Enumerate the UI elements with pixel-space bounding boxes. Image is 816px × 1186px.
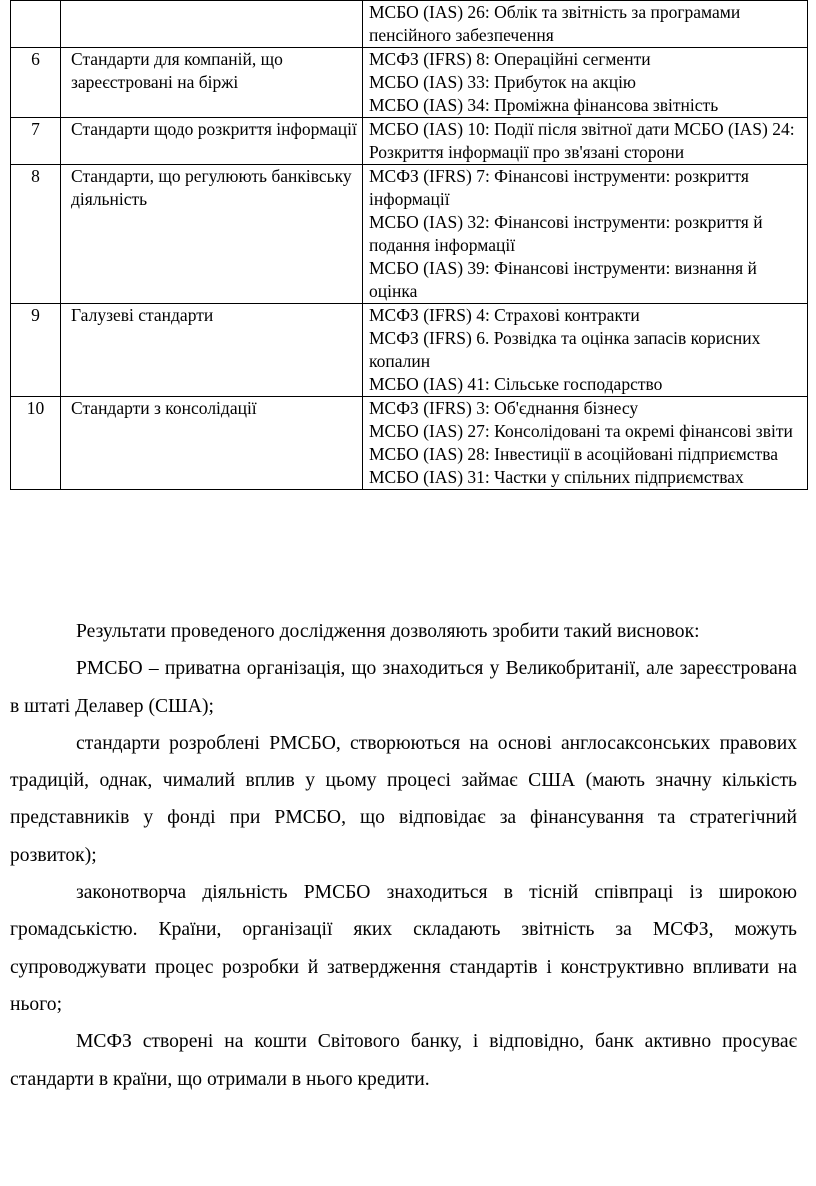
standard-item: МСБО (IAS) 34: Проміжна фінансова звітність	[369, 95, 719, 115]
row-number: 10	[11, 397, 61, 490]
standard-item: МСФЗ (IFRS) 7: Фінансові інструменти: розкриття інформації	[369, 166, 749, 209]
row-category	[61, 1, 363, 48]
table-row	[11, 304, 808, 397]
table-row	[11, 118, 808, 165]
row-number	[11, 1, 61, 48]
table-row	[11, 165, 808, 304]
table-row	[11, 1, 808, 48]
paragraph-iasb-location: РМСБО – приватна організація, що знаходиться у Великобританії, але зареєстрована в штаті Делавер (США);	[10, 658, 797, 717]
standard-item: МСБО (IAS) 32: Фінансові інструменти: розкриття й подання інформації	[369, 212, 763, 255]
standard-item: МСФЗ (IFRS) 8: Операційні сегменти	[369, 49, 651, 69]
row-category: Стандарти щодо розкриття інформації	[61, 118, 363, 165]
row-standards	[363, 165, 808, 304]
paragraph-public-cooperation: законотворча діяльність РМСБО знаходиться в тісній співпраці із широкою громадськістю. Країни, організації яких складають звітність за МСФЗ, можуть супроводжувати процес розробки й затвердження стандартів і конструктивно впливати на нього;	[10, 882, 797, 1015]
row-category: Галузеві стандарти	[61, 304, 363, 397]
table-row	[11, 397, 808, 490]
paragraph-world-bank: МСФЗ створені на кошти Світового банку, і відповідно, банк активно просуває стандарти в країни, що отримали в нього кредити.	[10, 1031, 797, 1090]
row-number: 8	[11, 165, 61, 304]
row-standards	[363, 397, 808, 490]
row-category: Стандарти, що регулюють банківську діяльність	[61, 165, 363, 304]
row-category: Стандарти з консолідації	[61, 397, 363, 490]
row-number: 7	[11, 118, 61, 165]
standard-item: МСФЗ (IFRS) 3: Об'єднання бізнесу	[369, 398, 639, 418]
standard-item: МСБО (IAS) 31: Частки у спільних підприємствах	[369, 467, 744, 487]
standard-item: МСБО (IAS) 28: Інвестиції в асоційовані підприємства	[369, 444, 779, 464]
row-standards	[363, 48, 808, 118]
row-standards	[363, 1, 808, 48]
standard-item: МСФЗ (IFRS) 6. Розвідка та оцінка запасів корисних копалин	[369, 328, 761, 371]
paragraph-conclusion-intro: Результати проведеного дослідження дозволяють зробити такий висновок:	[76, 621, 700, 642]
body-text	[10, 613, 797, 1098]
paragraph-anglo-saxon-traditions: стандарти розроблені РМСБО, створюються на основі англосаксонських правових традицій, однак, чималий вплив у цьому процесі займає США (мають значну кількість представників у фонді при РМСБО, що відповідає за фінансування та стратегічний розвиток);	[10, 732, 797, 866]
row-number: 6	[11, 48, 61, 118]
standard-item: МСБО (IAS) 39: Фінансові інструменти: визнання й оцінка	[369, 258, 757, 301]
row-standards	[363, 118, 808, 165]
table-row	[11, 48, 808, 118]
standard-item: МСБО (IAS) 10: Події після звітної дати МСБО (IAS) 24: Розкриття інформації про зв'язані сторони	[369, 119, 795, 162]
row-category: Стандарти для компаній, що зареєстровані на біржі	[61, 48, 363, 118]
standard-item: МСБО (IAS) 27: Консолідовані та окремі фінансові звіти	[369, 421, 793, 441]
row-number: 9	[11, 304, 61, 397]
row-standards	[363, 304, 808, 397]
standard-item: МСБО (IAS) 33: Прибуток на акцію	[369, 72, 637, 92]
standards-table	[10, 0, 808, 490]
standard-item: МСБО (IAS) 41: Сільське господарство	[369, 374, 663, 394]
standard-item: МСФЗ (IFRS) 4: Страхові контракти	[369, 305, 640, 325]
standard-item: МСБО (IAS) 26: Облік та звітність за програмами пенсійного забезпечення	[369, 2, 741, 45]
